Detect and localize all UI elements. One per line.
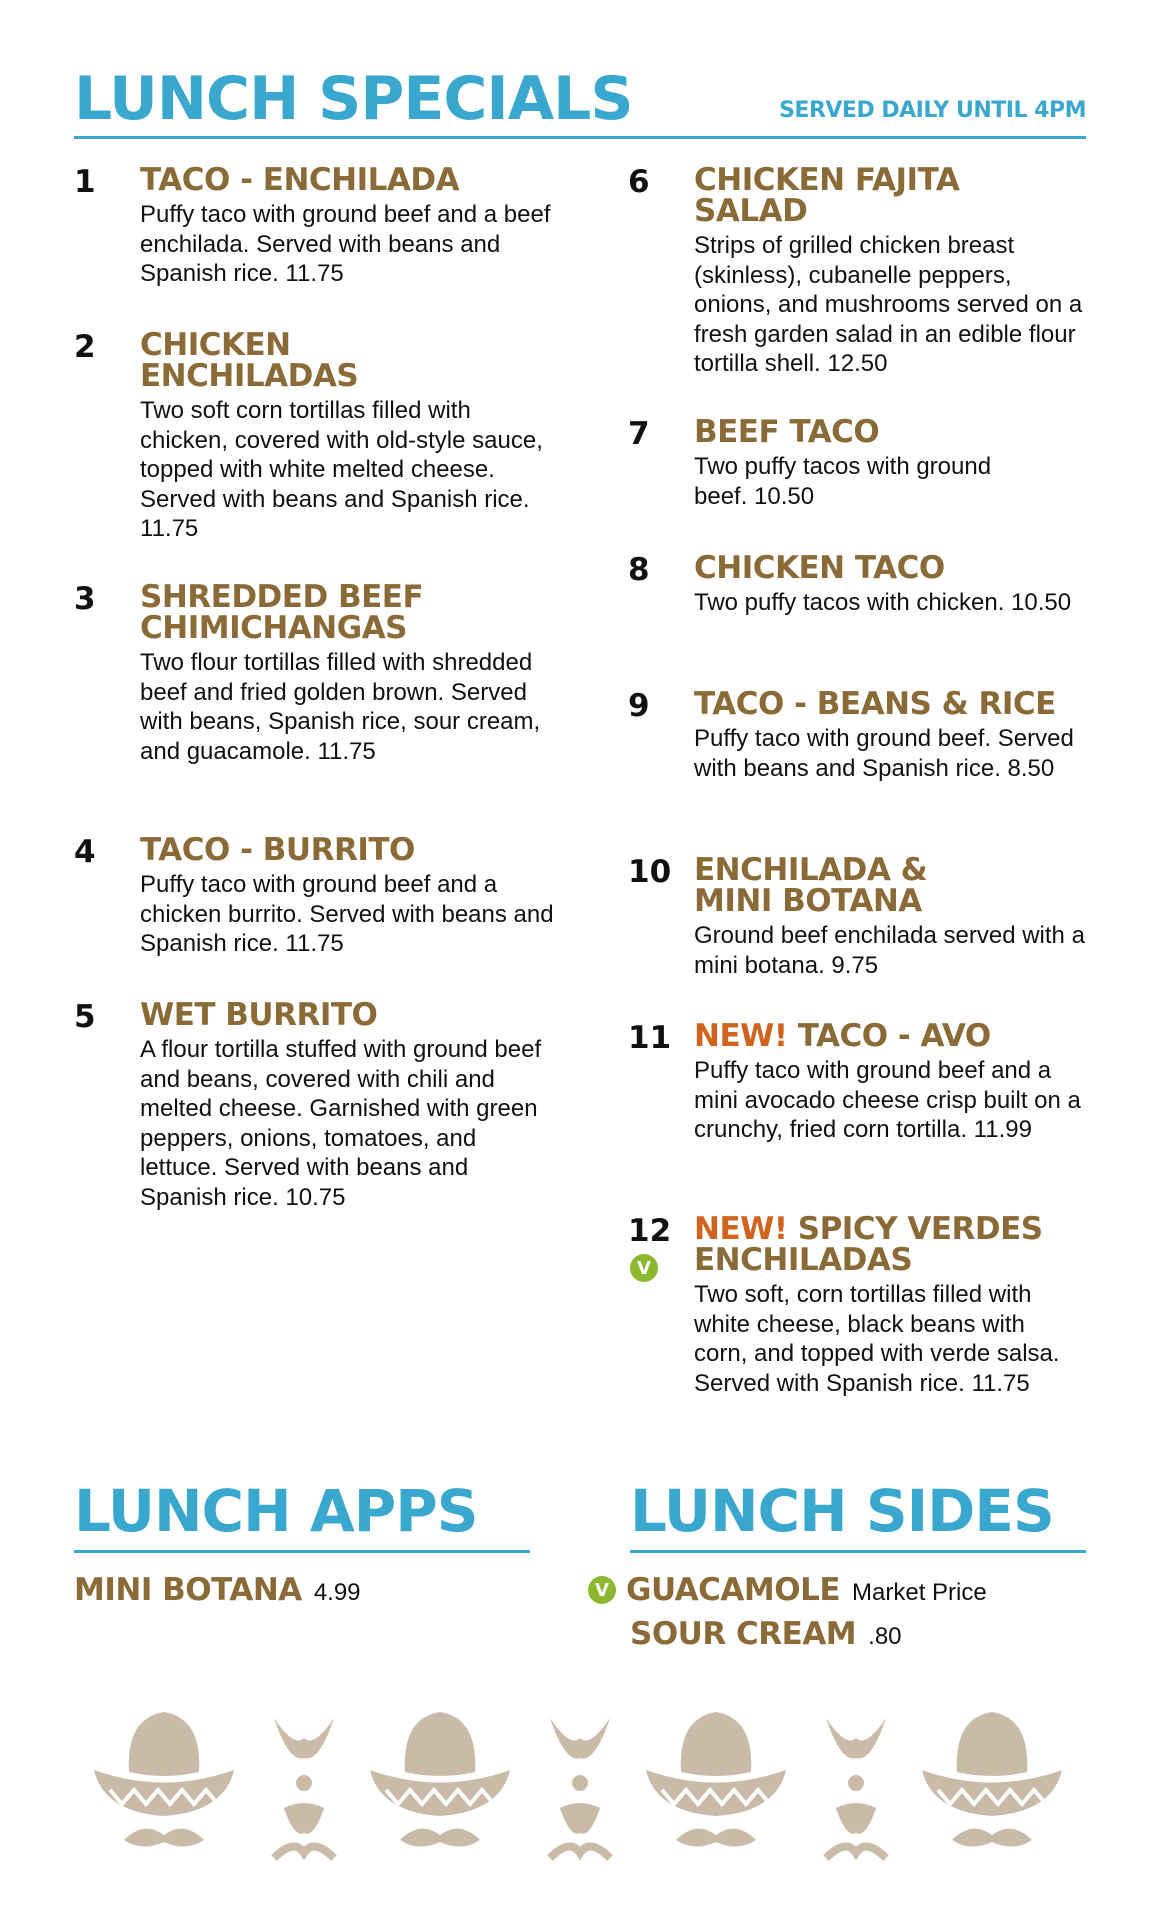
item-name: TACO - BURRITO [140,832,415,868]
menu-item [628,550,1094,618]
sombrero-icon [94,1712,234,1847]
item-name: BEEF TACO [694,414,880,450]
item-number: 8 [628,552,650,588]
item-description: Ground beef enchilada served with a mini botana. 9.75 [694,922,1085,979]
item-name: SHREDDED BEEF CHIMICHANGAS [140,579,424,646]
menu-item [74,832,560,959]
item-description: Two puffy tacos with ground beef. 10.50 [694,453,992,510]
served-daily-note: SERVED DAILY UNTIL 4PM [779,98,1086,123]
menu-item [74,162,560,289]
item-number: 12 [628,1213,672,1249]
item-number: 10 [628,854,672,890]
item-number: 11 [628,1020,672,1056]
item-description: Strips of grilled chicken breast (skinless), cubanelle peppers, onions, and mushrooms served on a fresh garden salad in an edible flour tortilla shell. 12.50 [694,232,1083,377]
sombrero-icon [370,1712,510,1847]
menu-item [628,686,1094,783]
vegetarian-icon: V [588,1576,616,1604]
item-description: A flour tortilla stuffed with ground beef and beans, covered with chili and melted cheese. Garnished with green peppers, onions, tomatoes, and lettuce. Served with beans and Spanish rice. 10.75 [140,1036,542,1211]
item-name [694,1018,1094,1054]
menu-item [628,1018,1094,1145]
decorative-footer [74,1700,1086,1880]
sombrero-icon [922,1712,1062,1847]
item-name: WET BURRITO [140,997,378,1033]
menu-item [628,162,1094,379]
sides-title: LUNCH SIDES [630,1477,1054,1545]
item-description: Two soft, corn tortillas filled with white cheese, black beans with corn, and topped with verde salsa. Served with Spanish rice. 11.75 [694,1281,1060,1397]
papel-ornament-icon [274,1718,334,1858]
item-name-text: TACO - AVO [797,1018,991,1054]
menu-item [628,1211,1094,1398]
side-name: GUACAMOLE [626,1572,841,1608]
new-label: NEW! [694,1211,788,1247]
side-item [588,1572,987,1608]
side-price: Market Price [852,1579,987,1606]
menu-item [74,997,560,1212]
item-number: 9 [628,688,650,724]
papel-ornament-icon [826,1718,886,1858]
apps-header [74,1476,530,1553]
side-name: SOUR CREAM [630,1616,857,1652]
item-name [694,1211,1074,1278]
item-number: 7 [628,416,650,452]
specials-header [74,60,1086,139]
apps-title: LUNCH APPS [74,1477,478,1545]
app-name: MINI BOTANA [74,1572,302,1608]
menu-item [74,579,560,766]
side-item [630,1616,902,1652]
item-number: 2 [74,329,96,365]
vegetarian-icon: V [630,1254,658,1282]
new-label: NEW! [694,1018,788,1054]
item-description: Puffy taco with ground beef and a mini avocado cheese crisp built on a crunchy, fried corn tortilla. 11.99 [694,1057,1081,1143]
item-description: Two soft corn tortillas filled with chicken, covered with old-style sauce, topped with white melted cheese. Served with beans and Spanish rice. 11.75 [140,397,543,542]
item-description: Puffy taco with ground beef and a beef enchilada. Served with beans and Spanish rice. 11.75 [140,201,551,287]
item-name: TACO - BEANS & RICE [694,686,1056,722]
menu-item [74,327,560,544]
item-name: CHICKEN TACO [694,550,945,586]
papel-ornament-icon [550,1718,610,1858]
page-title: LUNCH SPECIALS [74,64,633,134]
item-description: Puffy taco with ground beef and a chicken burrito. Served with beans and Spanish rice. 11.75 [140,871,554,957]
item-number: 3 [74,581,96,617]
item-name: TACO - ENCHILADA [140,162,460,198]
item-name: ENCHILADA & MINI BOTANA [694,852,928,919]
item-description: Two flour tortillas filled with shredded beef and fried golden brown. Served with beans, Spanish rice, sour cream, and guacamole. 11.75 [140,649,541,765]
menu-item [628,852,1094,980]
side-price: .80 [868,1623,902,1650]
item-name: CHICKEN ENCHILADAS [140,327,359,394]
item-number: 1 [74,164,96,200]
menu-item [628,414,1094,511]
item-number: 4 [74,834,96,870]
sombrero-icon [646,1712,786,1847]
item-description: Puffy taco with ground beef. Served with beans and Spanish rice. 8.50 [694,725,1074,782]
app-price: 4.99 [313,1579,361,1606]
item-name-text: SPICY VERDES ENCHILADAS [694,1211,1043,1278]
item-number: 5 [74,999,96,1035]
app-item [74,1572,361,1608]
item-name: CHICKEN FAJITA SALAD [694,162,960,229]
item-description: Two puffy tacos with chicken. 10.50 [694,589,1072,616]
item-number: 6 [628,164,650,200]
sides-header [630,1476,1086,1553]
